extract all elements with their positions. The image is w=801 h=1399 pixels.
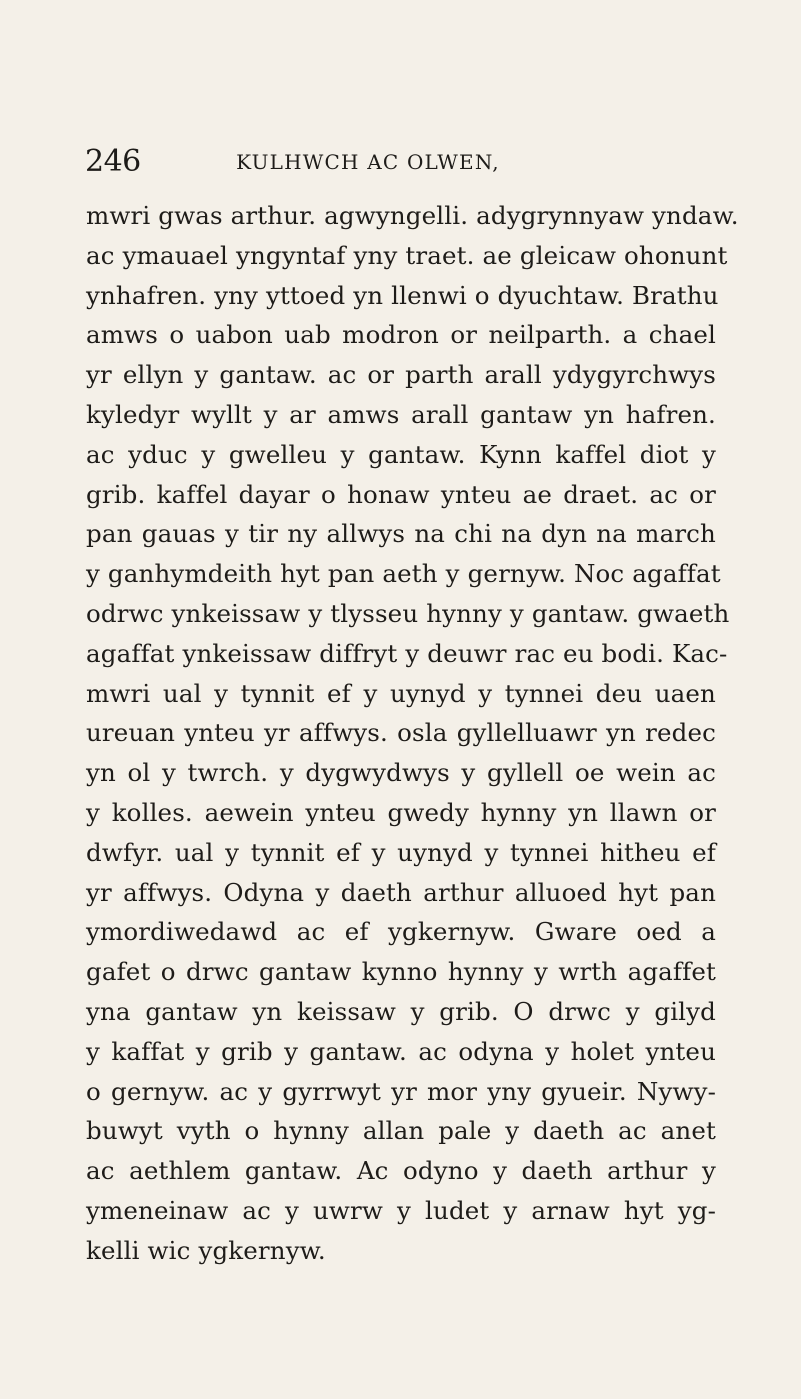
- text-line: ac yduc y gwelleu y gantaw. Kynn kaffel diot y: [86, 439, 716, 469]
- text-line: agaffat ynkeissaw diffryt y deuwr rac eu bodi. Kac-: [86, 638, 728, 668]
- text-line: y ganhymdeith hyt pan aeth y gernyw. Noc agaffat: [86, 559, 721, 589]
- text-line: mwri ual y tynnit ef y uynyd y tynnei deu uaen: [86, 678, 716, 708]
- text-line: o gernyw. ac y gyrrwyt yr mor yny gyueir. Nywy-: [86, 1076, 716, 1106]
- text-line: ac ymauael yngyntaf yny traet. ae gleicaw ohonunt: [86, 240, 728, 270]
- text-line: kelli wic ygkernyw.: [86, 1235, 326, 1265]
- text-line: mwri gwas arthur. agwyngelli. adygrynnyaw yndaw.: [86, 201, 739, 230]
- text-line: ymeneinaw ac y uwrw y ludet y arnaw hyt yg-: [86, 1195, 716, 1225]
- text-line: buwyt vyth o hynny allan pale y daeth ac anet: [86, 1116, 716, 1146]
- text-line: gafet o drwc gantaw kynno hynny y wrth agaffet: [86, 957, 716, 987]
- text-line: odrwc ynkeissaw y tlysseu hynny y gantaw. gwaeth: [86, 598, 730, 628]
- text-line: yr ellyn y gantaw. ac or parth arall ydygyrchwys: [86, 360, 716, 390]
- text-line: pan gauas y tir ny allwys na chi na dyn na march: [86, 519, 716, 549]
- text-line: yna gantaw yn keissaw y grib. O drwc y gilyd: [86, 996, 716, 1026]
- text-line: grib. kaffel dayar o honaw ynteu ae draet. ac or: [86, 479, 716, 509]
- text-line: dwfyr. ual y tynnit ef y uynyd y tynnei hitheu ef: [86, 837, 716, 867]
- text-line: amws o uabon uab modron or neilparth. a chael: [86, 320, 716, 350]
- page-number: 246: [85, 144, 141, 179]
- text-line: yn ol y twrch. y dygwydwys y gyllell oe wein ac: [86, 758, 716, 788]
- text-line: yr affwys. Odyna y daeth arthur alluoed hyt pan: [86, 877, 716, 907]
- text-line: ureuan ynteu yr affwys. osla gyllelluawr yn redec: [86, 718, 716, 748]
- text-line: ynhafren. yny yttoed yn llenwi o dyuchtaw. Brathu: [86, 280, 719, 310]
- body-text: [86, 196, 739, 1271]
- text-line: y kolles. aewein ynteu gwedy hynny yn llawn or: [86, 797, 716, 827]
- text-line: kyledyr wyllt y ar amws arall gantaw yn hafren.: [86, 399, 716, 429]
- text-line: ymordiwedawd ac ef ygkernyw. Gware oed a: [86, 917, 716, 947]
- running-title: KULHWCH AC OLWEN,: [236, 150, 500, 174]
- text-line: ac aethlem gantaw. Ac odyno y daeth arthur y: [86, 1156, 716, 1186]
- text-line: y kaffat y grib y gantaw. ac odyna y holet ynteu: [86, 1036, 716, 1066]
